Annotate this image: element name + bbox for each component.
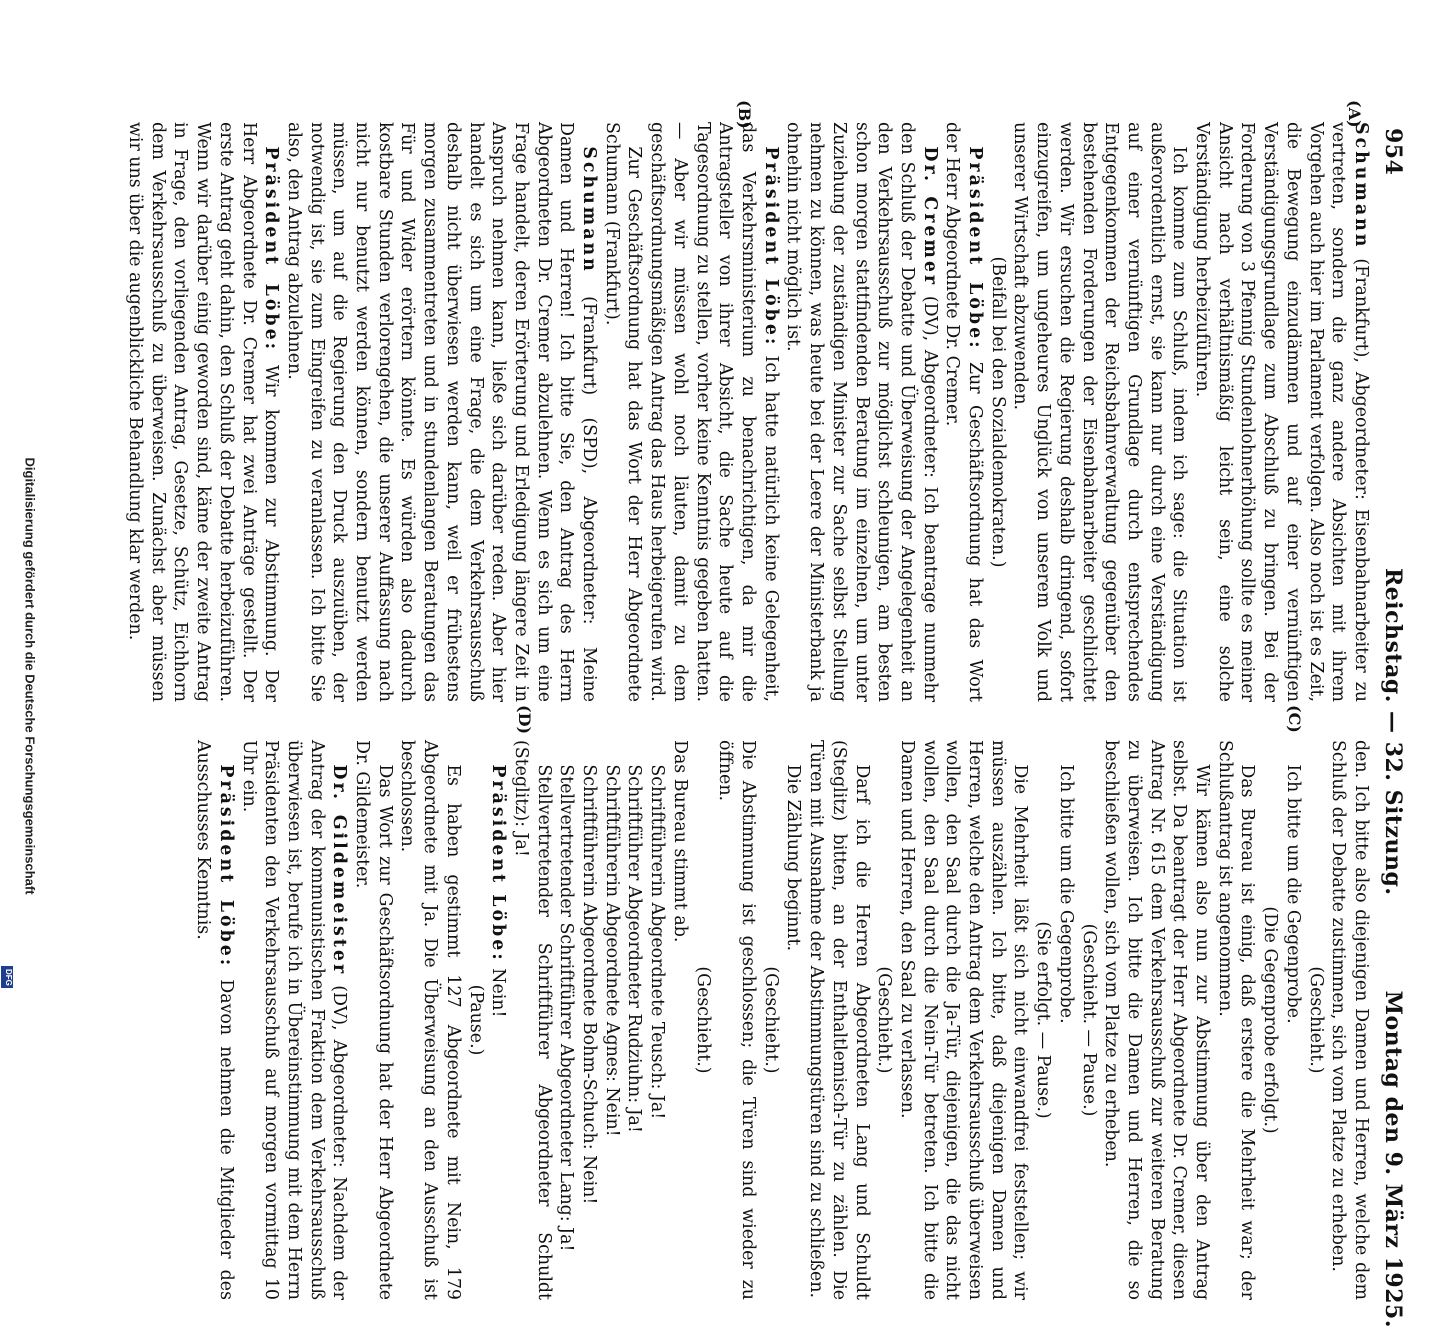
paragraph xyxy=(464,740,487,1300)
text-column-left xyxy=(125,122,1372,703)
paragraph-text: Die Mehrheit läßt sich nicht einwandfrei feststellen; wir müssen auszählen. Ich bitte, daß diejenigen Damen und Herren, welche den Antrag dem Verkehrsausschuß überweisen wollen, den Saal durch die Ja-Tür, diejenigen, die das nicht wollen, den Saal durch die Nein-Tür betreten. Ich bitte die Damen und Herren, den Saal zu verlassen. xyxy=(896,740,1031,1300)
paragraph-text: Eisenbahnarbeiter zu vertreten, sondern die ganz andere Absichten mit ihrem Vorgehen auch hier im Parlament verfolgen. Also noch ist es Zeit, die Bewegung einzudämmen und auf einer vernünftigen Verständigungsgrundlage zum Abschluß zu bringen. Bei der Forderung von 3 Pfennig Stundenlohnerhöhung sollte es meiner Ansicht nach verhältnismäßig leicht sein, eine solche Verständigung herbeizuführen. xyxy=(1192,122,1371,703)
paragraph xyxy=(1009,122,1191,702)
paragraph-text: (Geschieht.) xyxy=(760,966,781,1074)
digitization-notice: Digitalisierung gefördert durch die Deutsche Forschungsgemeinschaft xyxy=(22,457,38,895)
paragraph xyxy=(123,122,282,702)
paragraph xyxy=(1077,740,1100,1300)
paragraph-text: Das Wort zur Geschäftsordnung hat der Herr Abgeordnete Dr. Gildemeister. xyxy=(352,740,395,1300)
paragraph xyxy=(396,740,464,1300)
paragraph xyxy=(782,122,941,702)
margin-mark-c: (C) xyxy=(1285,705,1304,733)
paragraph-text: Wir kommen zur Abstimmung. Der Herr Abgeordnete Dr. Cremer hat zwei Anträge gestellt. Der erste Antrag geht dahin, den Schluß der Debatte herbeizuführen. Wenn wir darüber einig geworden sind, käme der zweite Antrag in Frage, den vorliegenden Antrag, Gesetze, Schütz, Eichhorn dem Verkehrsausschuß zu überweisen. Zunächst aber müssen wir uns über die augenblickliche Behandlung klar werden. xyxy=(125,122,282,702)
paragraph xyxy=(691,740,714,1300)
paragraph xyxy=(282,122,600,702)
paragraph xyxy=(237,740,351,1300)
paragraph-text: Es haben gestimmt 127 Abgeordnete mit Nein, 179 Abgeordnete mit Ja. Die Überweisung an den Ausschuß ist beschlossen. xyxy=(397,740,463,1300)
speaker-note: (DV), Abgeordneter: xyxy=(919,295,940,478)
paragraph-text: (Sie erfolgt. — Pause.) xyxy=(1033,921,1054,1119)
paragraph-text: Darf ich die Herren Abgeordneten Lang und Schuldt (Steglitz) bitten, an der Enthaltlemisch-Tür zu zählen. Die Türen mit Ausnahme der Abstimmungstüren sind zu schließen. xyxy=(806,740,872,1300)
paragraph xyxy=(986,122,1009,702)
paragraph-text: Schriftführerin Abgeordnete Agnes: Nein! xyxy=(601,764,622,1137)
paragraph-text: Nachdem der Antrag der kommunistischen Fraktion dem Verkehrsausschuß überwiesen ist, berufe ich in Übereinstimmung mit dem Herrn Präsidenten den Verkehrsausschuß auf morgen vormittag 10 Uhr ein. xyxy=(238,740,350,1300)
speaker-name: Dr. Gildemeister xyxy=(329,764,350,977)
paragraph xyxy=(782,740,805,1300)
paragraph xyxy=(646,122,782,702)
paragraph xyxy=(623,740,646,1300)
paragraph-text: Schriftführerin Abgeordnete Teusch: Ja! xyxy=(647,764,668,1120)
paragraph-text: Die Abstimmung ist geschlossen; die Türen sind wieder zu öffnen. xyxy=(715,740,759,1300)
paragraph xyxy=(1031,740,1054,1300)
paragraph-text: den. Ich bitte also diejenigen Damen und Herren, welche dem Schluß der Debatte zustimmen, sich vom Platze zu erheben. xyxy=(1328,740,1371,1300)
paragraph-text: Ich beantrage nunmehr den Schluß der Debatte und Überweisung der Angelegenheit an den Verkehrsausschuß zur möglichst schleunigen, am besten schon morgen stattfindenden Beratung im einzelnen, um unter Zuziehung der zuständigen Minister zur Sache selbst Stellung nehmen zu können, was heute bei der Leere der Ministerbank ja ohnehin nicht möglich ist. xyxy=(783,122,940,703)
paragraph-text: Zur Geschäftsordnung hat das Wort der Herr Abgeordnete Dr. Cremer. xyxy=(942,122,986,702)
speaker-name: Dr. Cremer xyxy=(919,146,940,288)
speaker-name: Präsident Löbe: xyxy=(965,146,986,351)
paragraph xyxy=(1100,740,1214,1300)
paragraph-text: (Pause.) xyxy=(465,984,486,1056)
paragraph xyxy=(1054,740,1077,1300)
paragraph-text: (Geschieht. — Pause.) xyxy=(1078,923,1099,1117)
speaker-note: (Frankfurt), Abgeordneter: xyxy=(1351,258,1371,500)
dfg-logo-icon: DFG xyxy=(1,966,13,988)
paragraph xyxy=(487,740,510,1300)
paragraph-text: Ich bitte um die Gegenprobe. xyxy=(1055,764,1076,1024)
paragraph xyxy=(941,122,986,702)
paragraph-text: (Die Gegenprobe erfolgt.) xyxy=(1260,906,1281,1134)
page-number: 954 xyxy=(1380,128,1406,176)
paragraph xyxy=(600,740,623,1300)
paragraph-text: Stellvertretender Schriftführer Abgeordneter Lang: Ja! xyxy=(556,764,577,1252)
speaker-name: Präsident Löbe: xyxy=(215,764,236,969)
paragraph xyxy=(1190,122,1372,702)
paragraph-text: Schriftführerin Abgeordnete Bohm-Schuch: Nein! xyxy=(579,764,600,1205)
paragraph-text: (Geschieht.) xyxy=(692,966,713,1074)
paragraph xyxy=(804,740,872,1300)
speaker-note: (DV), Abgeordneter: xyxy=(329,985,350,1168)
paragraph-text: Das Bureau stimmt ab. xyxy=(669,740,690,943)
paragraph-text: (Geschieht.) xyxy=(874,966,895,1074)
paragraph xyxy=(555,740,578,1300)
page-date: Montag den 9. März 1925. xyxy=(1380,990,1406,1328)
speaker-name: Präsident Löbe: xyxy=(261,146,282,353)
paragraph-text: Wir kämen also nun zur Abstimmung über den Antrag selbst. Da beantragt der Herr Abgeordnete Dr. Cremer, diesen Antrag Nr. 615 dem Verkehrsausschuß zur weiteren Beratung zu überweisen. Ich bitte die Damen und Herren, die so beschließen wollen, sich vom Platze zu erheben. xyxy=(1101,740,1213,1300)
page-title: Reichstag. — 32. Sitzung. xyxy=(1380,568,1406,896)
paragraph xyxy=(509,740,554,1300)
paragraph-text: Die Zählung beginnt. xyxy=(783,764,804,951)
speaker-note: (Frankfurt) (SPD), Abgeordneter: xyxy=(579,296,600,625)
paragraph xyxy=(1281,740,1304,1300)
paragraph xyxy=(714,740,759,1300)
paragraph-text: Ich bitte um die Gegenprobe. xyxy=(1282,764,1303,1024)
paragraph-text: Ich komme zum Schluß, indem ich sage: die Situation ist außerordentlich ernst, sie kann nur durch eine Verständigung auf einer vernünftigen Grundlage durch entsprechendes Entgegenkommen der Reichsbahnverwaltung gegenüber den bestehenden Forderungen der Eisenbahnarbeiter geschlichtet werden. Wir ersuchen die Regierung deshalb dringend, sofort einzugreifen, um ungeheures Unglück von unserem Volk und unserer Wirtschaft abzuwenden. xyxy=(1010,122,1190,702)
paragraph-text: Schriftführer Abgeordneter Rudziuhn: Ja! xyxy=(624,764,645,1133)
paragraph xyxy=(646,740,669,1300)
speaker-name: Schumann xyxy=(579,146,600,274)
paragraph-text: (Beifall bei den Sozialdemokraten.) xyxy=(987,256,1008,568)
paragraph-text: Stellvertretender Schriftführer Abgeordneter Schuldt (Steglitz): Ja! xyxy=(510,740,554,1300)
margin-mark-a: (A) xyxy=(1345,100,1364,128)
paragraph xyxy=(1304,740,1327,1300)
speaker-name: Schumann xyxy=(1351,122,1371,250)
margin-mark-d: (D) xyxy=(515,705,534,735)
paragraph-text: Nein! xyxy=(488,968,509,1018)
paragraph xyxy=(600,122,645,702)
speaker-name: Präsident Löbe: xyxy=(488,764,509,963)
margin-mark-b: (B) xyxy=(735,100,754,129)
paragraph xyxy=(350,740,395,1300)
paragraph xyxy=(895,740,1031,1300)
paragraph xyxy=(668,740,691,1300)
page-header xyxy=(1374,128,1414,1328)
paragraph-text: Ich hatte natürlich keine Gelegenheit, das Verkehrsministerium zu benachrichtigen, da mir die Antragsteller von ihrer Absicht, die Sache heute auf die Tagesordnung zu stellen, vorher keine Kenntnis gegeben hatten. — Aber wir müssen wohl noch läuten, damit zu dem geschäftsordnungsmäßigen Antrag das Haus herbeigerufen wird. xyxy=(647,122,781,702)
text-column-right xyxy=(162,740,1372,1300)
paragraph xyxy=(759,740,782,1300)
paragraph-text: Davon nehmen die Mitglieder des Ausschusses Kenntnis. xyxy=(193,740,236,1300)
speaker-name: Präsident Löbe: xyxy=(760,146,781,348)
paragraph xyxy=(191,740,236,1300)
paragraph xyxy=(1213,740,1258,1300)
paragraph xyxy=(577,740,600,1300)
paragraph xyxy=(1327,740,1372,1300)
paragraph-text: Zur Geschäftsordnung hat das Wort der Herr Abgeordnete Schumann (Frankfurt). xyxy=(601,122,645,702)
paragraph xyxy=(873,740,896,1300)
paragraph-text: (Geschieht.) xyxy=(1305,966,1326,1074)
paragraph-text: Das Bureau ist einig, daß erstere die Mehrheit war; der Schlußantrag ist angenommen. xyxy=(1214,740,1258,1300)
paragraph-text: Meine Damen und Herren! Ich bitte Sie, den Antrag des Herrn Abgeordneten Dr. Cremer abzulehnen. Wenn es sich um eine Frage handelt, deren Erörterung und Erledigung längere Zeit in Anspruch nehmen kann, ließe sich darüber reden. Aber hier handelt es sich um eine Frage, die dem Verkehrsausschuß deshalb nicht überwiesen werden kann, weil er frühestens morgen zusammentreten und in stundenlangen Beratungen das Für und Wider erörtern könnte. Es würden also dadurch kostbare Stunden verlorengehen, die unserer Auffassung nach nicht nur benutzt werden können, sondern benutzt werden müssen, um auf die Regierung den Druck auszuüben, der notwendig ist, sie zum Eingreifen zu veranlassen. Ich bitte Sie also, den Antrag abzulehnen. xyxy=(283,122,600,703)
paragraph xyxy=(1258,740,1281,1300)
